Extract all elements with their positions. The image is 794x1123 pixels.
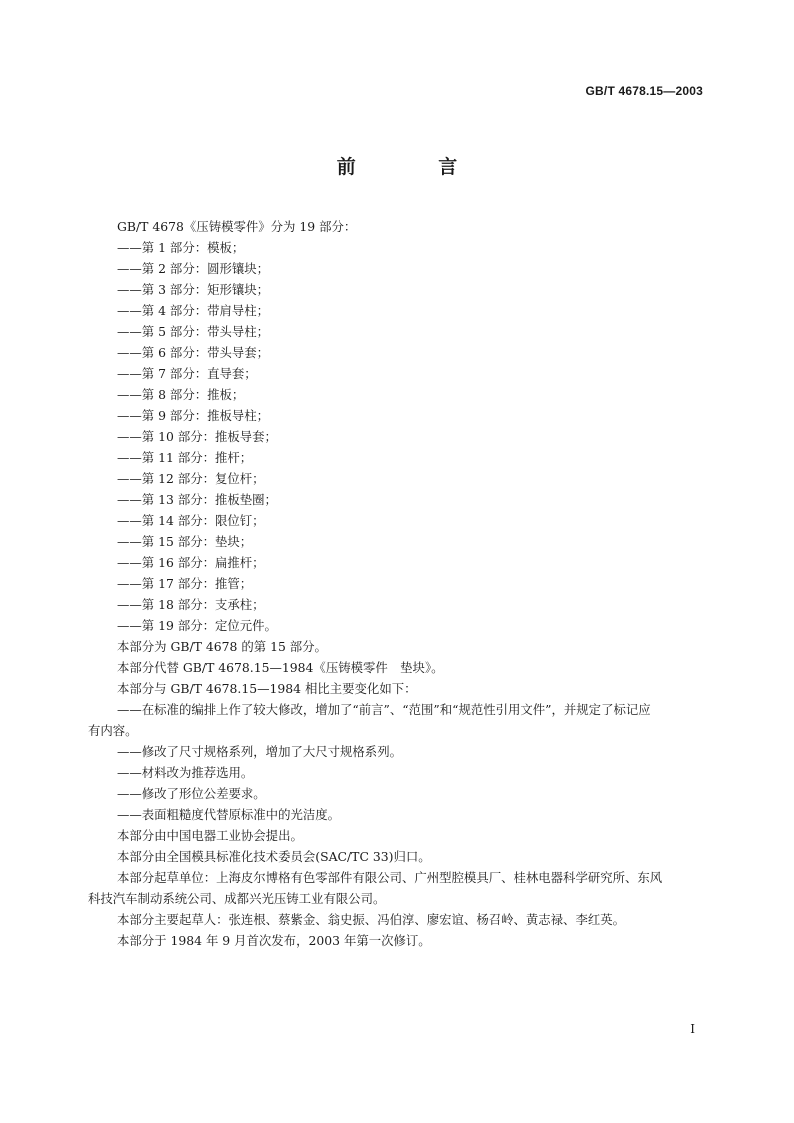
list-item: ——第 1 部分：模板； (117, 240, 245, 255)
list-item: ——第 17 部分：推管； (117, 576, 253, 591)
part-of-paragraph: 本部分为 GB/T 4678 的第 15 部分。 (117, 639, 327, 654)
list-item: ——第 11 部分：推杆； (117, 450, 253, 465)
list-item: ——在标准的编排上作了较大修改，增加了“前言”、“范围”和“规范性引用文件”，并规定了标记应 (117, 702, 651, 717)
list-item: ——第 5 部分：带头导柱； (117, 324, 270, 339)
foreword-body (88, 216, 708, 951)
list-item: ——修改了形位公差要求。 (117, 786, 266, 801)
list-item: ——表面粗糙度代替原标准中的光洁度。 (117, 807, 341, 822)
list-item: ——第 8 部分：推板； (117, 387, 245, 402)
list-item: ——第 9 部分：推板导柱； (117, 408, 270, 423)
list-item-continuation: 有内容。 (88, 723, 138, 738)
list-item: ——第 3 部分：矩形镶块； (117, 282, 270, 297)
list-item: ——第 14 部分：限位钉； (117, 513, 265, 528)
drafting-units-paragraph: 本部分起草单位：上海皮尔博格有色零部件有限公司、广州型腔模具厂、桂林电器科学研究所、东风 (117, 870, 663, 885)
page-number: I (690, 1022, 695, 1036)
list-item: ——第 16 部分：扁推杆； (117, 555, 265, 570)
parts-list (88, 237, 708, 636)
list-item: ——修改了尺寸规格系列，增加了大尺寸规格系列。 (117, 744, 402, 759)
standard-number: GB/T 4678.15—2003 (585, 84, 703, 98)
list-item: ——第 2 部分：圆形镶块； (117, 261, 270, 276)
list-item: ——第 12 部分：复位杆； (117, 471, 265, 486)
drafters-paragraph: 本部分主要起草人：张连根、蔡紫金、翁史振、冯伯淳、廖宏谊、杨召岭、黄志禄、李红英。 (117, 912, 626, 927)
list-item: ——第 18 部分：支承柱； (117, 597, 265, 612)
changes-list (88, 699, 708, 825)
list-item: ——第 19 部分：定位元件。 (117, 618, 277, 633)
centralized-by-paragraph: 本部分由全国模具标准化技术委员会(SAC/TC 33)归口。 (117, 849, 431, 864)
changes-intro-paragraph: 本部分与 GB/T 4678.15—1984 相比主要变化如下： (117, 681, 417, 696)
drafting-units-continuation: 科技汽车制动系统公司、成都兴光压铸工业有限公司。 (88, 891, 386, 906)
list-item: ——第 6 部分：带头导套； (117, 345, 270, 360)
proposed-by-paragraph: 本部分由中国电器工业协会提出。 (117, 828, 303, 843)
list-item: ——第 13 部分：推板垫圈； (117, 492, 277, 507)
replaces-paragraph: 本部分代替 GB/T 4678.15—1984《压铸模零件 垫块》。 (117, 660, 444, 675)
page-title: 前 言 (336, 156, 496, 178)
list-item: ——第 4 部分：带肩导柱； (117, 303, 270, 318)
history-paragraph: 本部分于 1984 年 9 月首次发布，2003 年第一次修订。 (117, 933, 431, 948)
list-item: ——第 10 部分：推板导套； (117, 429, 277, 444)
list-item: ——第 15 部分：垫块； (117, 534, 253, 549)
intro-paragraph: GB/T 4678《压铸模零件》分为 19 部分： (117, 219, 357, 234)
list-item: ——材料改为推荐选用。 (117, 765, 254, 780)
list-item: ——第 7 部分：直导套； (117, 366, 257, 381)
